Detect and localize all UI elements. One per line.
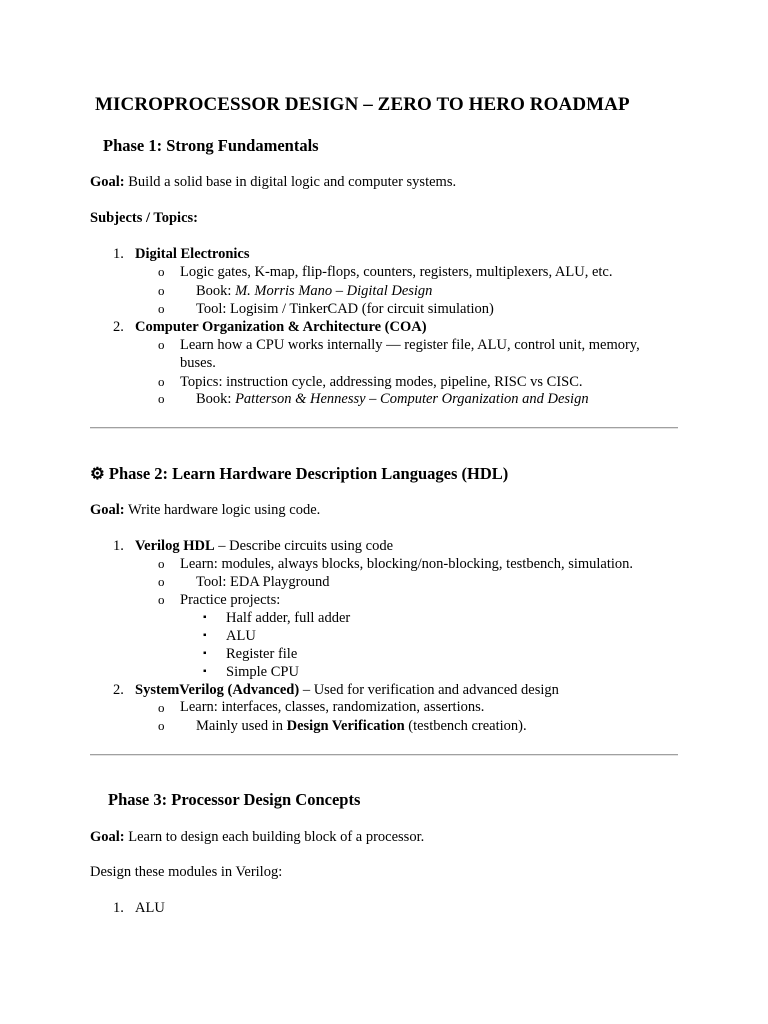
circle-bullet-icon: o: [158, 718, 165, 733]
list-number: 1.: [113, 538, 124, 554]
circle-bullet-icon: o: [158, 556, 165, 571]
circle-bullet-icon: o: [158, 391, 165, 406]
goal-text: Learn to design each building block of a processor.: [124, 829, 425, 845]
list-number: 1.: [113, 246, 124, 262]
emphasis-bold: Design Verification: [286, 718, 405, 734]
gear-icon: ⚙: [90, 464, 105, 483]
circle-bullet-icon: o: [158, 592, 165, 607]
list-bullet-text: Learn: modules, always blocks, blocking/non-blocking, testbench, simulation.: [180, 556, 634, 572]
circle-bullet-icon: o: [158, 264, 165, 279]
goal-label: Goal:: [90, 174, 125, 190]
goal-text: Write hardware logic using code.: [124, 502, 321, 518]
square-bullet-icon: ▪: [203, 630, 207, 641]
document-title: MICROPROCESSOR DESIGN – ZERO TO HERO ROADMAP: [95, 94, 630, 115]
item-title-suffix: – Used for verification and advanced design: [299, 682, 559, 698]
list-item-title: [135, 538, 393, 555]
book-title: M. Morris Mano – Digital Design: [235, 283, 433, 299]
goal-label: Goal:: [90, 502, 125, 518]
circle-bullet-icon: o: [158, 700, 165, 715]
list-item-title: Computer Organization & Architecture (COA): [135, 319, 427, 335]
phase1-heading: Phase 1: Strong Fundamentals: [103, 136, 319, 155]
list-bullet-text: [196, 718, 527, 735]
circle-bullet-icon: o: [158, 283, 165, 298]
circle-bullet-icon: o: [158, 301, 165, 316]
goal-text: Build a solid base in digital logic and computer systems.: [124, 174, 457, 190]
subjects-label: Subjects / Topics:: [90, 210, 198, 226]
list-bullet-text: Tool: Logisim / TinkerCAD (for circuit simulation): [196, 301, 494, 317]
phase3-goal: [90, 829, 424, 846]
list-bullet-text: Learn how a CPU works internally — register file, ALU, control unit, memory,: [180, 337, 640, 353]
item-title-bold: Verilog HDL: [135, 538, 215, 554]
text-prefix: Book:: [196, 391, 236, 407]
list-number: 2.: [113, 682, 124, 698]
list-item-title: [135, 682, 559, 699]
list-item-title: ALU: [135, 900, 165, 916]
horizontal-divider: [90, 427, 678, 429]
phase3-heading: Phase 3: Processor Design Concepts: [108, 790, 361, 809]
circle-bullet-icon: o: [158, 337, 165, 352]
square-bullet-icon: ▪: [203, 612, 207, 623]
text-prefix: Book:: [196, 283, 236, 299]
phase1-goal: [90, 174, 456, 191]
book-title: Patterson & Hennessy – Computer Organization and Design: [235, 391, 589, 407]
list-bullet-text: Topics: instruction cycle, addressing modes, pipeline, RISC vs CISC.: [180, 374, 583, 390]
list-bullet-text: Practice projects:: [180, 592, 281, 608]
heading-text: Phase 2: Learn Hardware Description Languages (HDL): [108, 464, 509, 483]
phase3-intro: Design these modules in Verilog:: [90, 864, 283, 880]
list-bullet-text: [196, 283, 432, 300]
goal-label: Goal:: [90, 829, 125, 845]
item-title-bold: SystemVerilog (Advanced): [135, 682, 300, 698]
circle-bullet-icon: o: [158, 374, 165, 389]
project-item: Register file: [226, 646, 298, 662]
list-bullet-text: Learn: interfaces, classes, randomization, assertions.: [180, 699, 485, 715]
list-bullet-text: Tool: EDA Playground: [196, 574, 330, 590]
square-bullet-icon: ▪: [203, 666, 207, 677]
list-bullet-text: Logic gates, K-map, flip-flops, counters, registers, multiplexers, ALU, etc.: [180, 264, 613, 280]
project-item: ALU: [226, 628, 256, 644]
horizontal-divider: [90, 754, 678, 756]
project-item: Half adder, full adder: [226, 610, 351, 626]
list-number: 2.: [113, 319, 124, 335]
list-number: 1.: [113, 900, 124, 916]
square-bullet-icon: ▪: [203, 648, 207, 659]
circle-bullet-icon: o: [158, 574, 165, 589]
list-bullet-text-continued: buses.: [180, 355, 216, 371]
project-item: Simple CPU: [226, 664, 299, 680]
list-item-title: Digital Electronics: [135, 246, 250, 262]
text-prefix: Mainly used in: [196, 718, 287, 734]
phase2-goal: [90, 502, 320, 519]
phase2-heading: [90, 464, 508, 484]
item-title-suffix: – Describe circuits using code: [214, 538, 394, 554]
list-bullet-text: [196, 391, 589, 408]
text-suffix: (testbench creation).: [404, 718, 527, 734]
